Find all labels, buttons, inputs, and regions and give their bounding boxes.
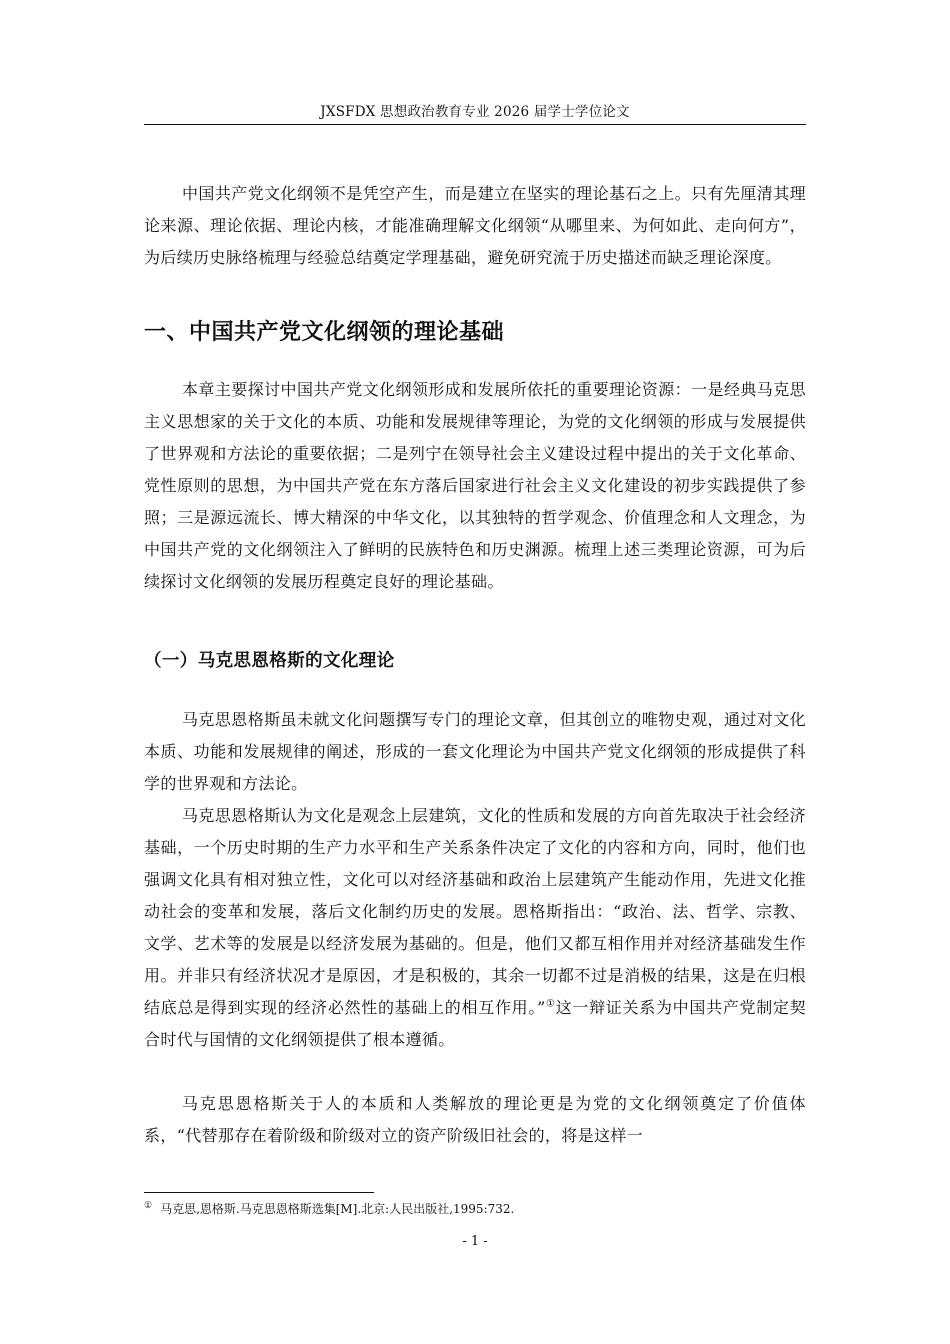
page-number: - 1 -: [462, 1234, 488, 1249]
footnote: [144, 1200, 806, 1218]
paragraph-2-text: 马克思恩格斯认为文化是观念上层建筑，文化的性质和发展的方向首先取决于社会经济基础，一个历史时期的生产力水平和生产关系条件决定了文化的内容和方向，同时，他们也强调文化具有相对独立性，文化可以对经济基础和政治上层建筑产生能动作用，先进文化推动社会的变革和发展，落后文化制约历史的发展。恩格斯指出：“政治、法、哲学、宗教、文学、艺术等的发展是以经济发展为基础的。但是，他们又都互相作用并对经济基础发生作用。并非只有经济状况才是原因，才是积极的，其余一切都不过是消极的结果，这是在归根结底总是得到实现的经济必然性的基础上的相互作用。”: [144, 806, 806, 1017]
footnote-reference[interactable]: ①: [545, 998, 556, 1010]
paragraph-2-continuation: 这一辩证关系为中国共产党制定契合时代与国情的文化纲领提供了根本遵循。: [144, 998, 806, 1049]
running-header: JXSFDX 思想政治教育专业 2026 届学士学位论文: [320, 104, 630, 120]
chapter-heading: 一、中国共产党文化纲领的理论基础: [144, 320, 505, 345]
chapter-overview-paragraph: 本章主要探讨中国共产党文化纲领形成和发展所依托的重要理论资源：一是经典马克思主义思想家的关于文化的本质、功能和发展规律等理论，为党的文化纲领的形成与发展提供了世界观和方法论的重要依据；二是列宁在领导社会主义建设过程中提出的关于文化革命、党性原则的思想，为中国共产党在东方落后国家进行社会主义文化建设的初步实践提供了参照；三是源远流长、博大精深的中华文化，以其独特的哲学观念、价值理念和人文理念，为中国共产党的文化纲领注入了鲜明的民族特色和历史渊源。梳理上述三类理论资源，可为后续探讨文化纲领的发展历程奠定良好的理论基础。: [144, 380, 806, 591]
header-rule: [144, 124, 806, 125]
intro-paragraph: 中国共产党文化纲领不是凭空产生，而是建立在坚实的理论基石之上。只有先厘清其理论来源、理论依据、理论内核，才能准确理解文化纲领“从哪里来、为何如此、走向何方”，为后续历史脉络梳理与经验总结奠定学理基础，避免研究流于历史描述而缺乏理论深度。: [144, 184, 806, 267]
section-heading: （一）马克思恩格斯的文化理论: [144, 651, 395, 671]
footnote-mark: ①: [144, 1201, 153, 1211]
footnote-text: 马克思,恩格斯.马克思恩格斯选集[M].北京:人民出版社,1995:732.: [160, 1202, 515, 1216]
section-paragraph-2: [144, 800, 806, 1056]
footnote-rule: [144, 1192, 374, 1193]
section-paragraph-3: 马克思恩格斯关于人的本质和人类解放的理论更是为党的文化纲领奠定了价值体系，“代替那存在着阶级和阶级对立的资产阶级旧社会的，将是这样一: [144, 1094, 806, 1145]
section-paragraph-1: 马克思恩格斯虽未就文化问题撰写专门的理论文章，但其创立的唯物史观，通过对文化本质、功能和发展规律的阐述，形成的一套文化理论为中国共产党文化纲领的形成提供了科学的世界观和方法论。: [144, 710, 806, 793]
